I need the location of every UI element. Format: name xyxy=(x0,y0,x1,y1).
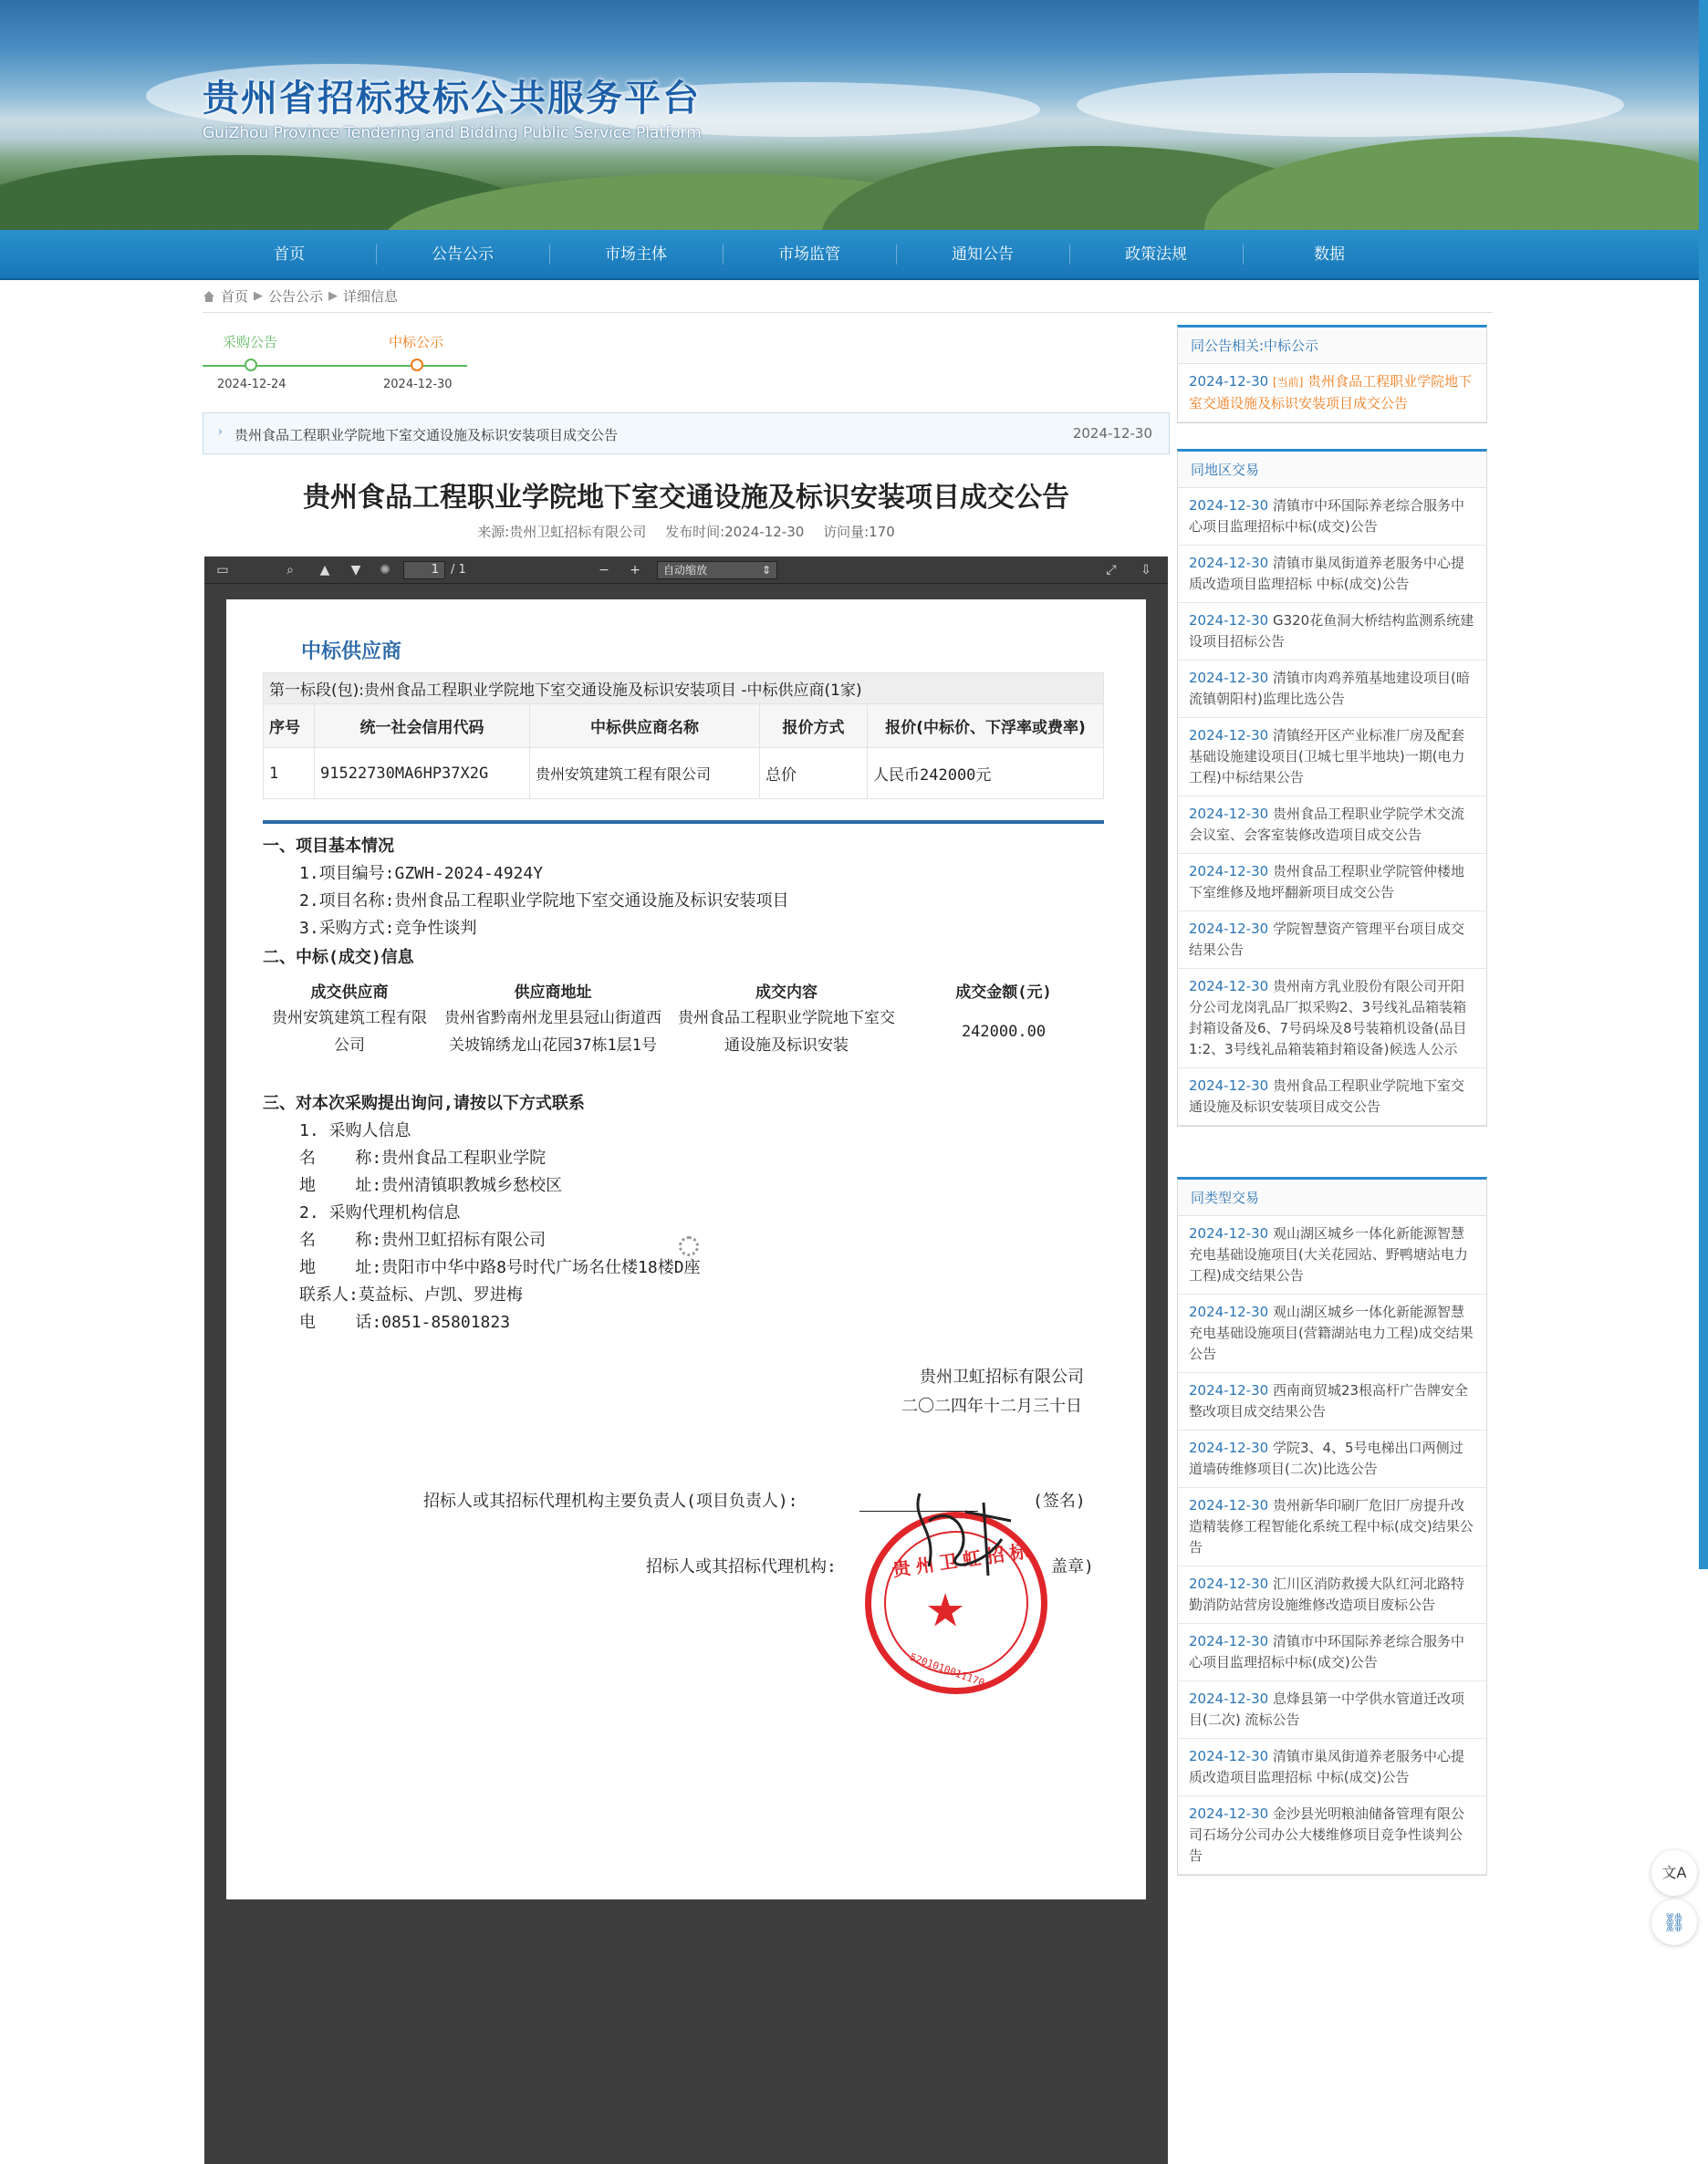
breadcrumb-home[interactable]: 首页 xyxy=(221,288,249,305)
item-date: 2024-12-30 xyxy=(1189,1691,1269,1707)
fullscreen-icon[interactable]: ⤢ xyxy=(1106,563,1117,577)
page-number-input[interactable]: 1 xyxy=(403,561,445,579)
notice-visits: 访问量:170 xyxy=(823,524,895,540)
sidebar-region-item[interactable] xyxy=(1178,488,1486,546)
item-title: 清镇市中环国际养老综合服务中心项目监理招标中标(成交)公告 xyxy=(1189,497,1464,535)
sidebar-region-item[interactable] xyxy=(1178,969,1486,1068)
sidebar-type-item[interactable] xyxy=(1178,1739,1486,1796)
timeline-dot xyxy=(245,359,257,371)
sidebar-type-item[interactable] xyxy=(1178,1373,1486,1431)
table-cell: 91522730MA6HP37X2G xyxy=(315,748,530,799)
item-title: 西南商贸城23根高杆广告牌安全整改项目成交结果公告 xyxy=(1189,1382,1469,1420)
item-date: 2024-12-30 xyxy=(1189,1077,1269,1094)
timeline-dot xyxy=(411,359,423,371)
breadcrumb xyxy=(203,286,398,306)
loading-icon: ✺ xyxy=(380,563,391,577)
winner-table-header: 中标供应商名称 xyxy=(530,704,760,748)
project-item: 1.项目编号:GZWH-2024-4924Y xyxy=(299,864,544,883)
sidebar-type-item[interactable] xyxy=(1178,1216,1486,1295)
sign-line-agency: 招标人或其招标代理机构: xyxy=(646,1557,837,1576)
sidebar-region-item[interactable] xyxy=(1178,718,1486,796)
item-date: 2024-12-30 xyxy=(1189,1805,1269,1822)
sidebar-related-title: 同公告相关:中标公示 xyxy=(1178,328,1486,364)
zoom-select[interactable] xyxy=(657,561,777,579)
section-heading: 三、对本次采购提出询问,请按以下方式联系 xyxy=(263,1094,585,1113)
item-date: 2024-12-30 xyxy=(1189,863,1269,879)
chevron-right-icon: ▶ xyxy=(254,289,264,303)
item-date: 2024-12-30 xyxy=(1189,727,1269,744)
page-total: / 1 xyxy=(451,563,466,577)
item-title: 学院智慧资产管理平台项目成交结果公告 xyxy=(1189,921,1464,958)
download-icon[interactable]: ⇩ xyxy=(1140,563,1151,577)
contact-line: 2. 采购代理机构信息 xyxy=(299,1203,461,1222)
sidebar-type-item[interactable] xyxy=(1178,1681,1486,1739)
header-banner xyxy=(0,0,1699,230)
handwritten-signature xyxy=(901,1484,1029,1585)
sidebar-region-item[interactable] xyxy=(1178,546,1486,603)
table-cell: 贵州安筑建筑工程有限公司 xyxy=(530,748,760,799)
zoom-select-value: 自动缩放 xyxy=(663,564,708,577)
table-row xyxy=(263,1004,1104,1059)
notice-bar[interactable] xyxy=(203,412,1170,454)
seal-text: 贵州卫虹招标 xyxy=(890,1539,1036,1581)
sidebar-related xyxy=(1177,325,1487,423)
contact-line: 1. 采购人信息 xyxy=(299,1121,411,1140)
sign-line-end: (签名) xyxy=(1033,1492,1086,1511)
table-cell: 贵州安筑建筑工程有限公司 xyxy=(272,1009,427,1055)
contact-line: 地 址:贵阳市中华中路8号时代广场名仕楼18楼D座 xyxy=(299,1258,701,1277)
item-title: 贵州食品工程职业学院学术交流会议室、会客室装修改造项目成交公告 xyxy=(1189,806,1464,843)
zoom-in-icon[interactable]: + xyxy=(630,563,640,577)
item-title: 金沙县光明粮油储备管理有限公司石场分公司办公大楼维修项目竞争性谈判公告 xyxy=(1189,1805,1464,1864)
item-date: 2024-12-30 xyxy=(1189,1633,1269,1649)
pdf-toolbar xyxy=(204,557,1168,584)
zoom-out-icon[interactable]: − xyxy=(599,563,609,577)
main-nav xyxy=(0,230,1699,280)
item-date: 2024-12-30 xyxy=(1189,1440,1269,1456)
item-date: 2024-12-30 xyxy=(1189,1382,1269,1399)
item-date: 2024-12-30 xyxy=(1189,806,1269,822)
sign-line-end: 盖章) xyxy=(1051,1557,1094,1576)
contact-line: 名 称:贵州食品工程职业学院 xyxy=(299,1149,547,1168)
notice-source: 来源:贵州卫虹招标有限公司 xyxy=(477,524,647,540)
sidebar-related-item[interactable] xyxy=(1178,364,1486,422)
sidebar-type-item[interactable] xyxy=(1178,1488,1486,1566)
timeline-step-date: 2024-12-30 xyxy=(383,378,453,391)
sidebar-region xyxy=(1177,449,1487,1127)
winner-table-header: 统一社会信用代码 xyxy=(315,704,530,748)
pdf-section-title: 中标供应商 xyxy=(301,640,402,663)
sidebar-type xyxy=(1177,1177,1487,1876)
deal-table-header: 供应商地址 xyxy=(514,983,592,1002)
item-date: 2024-12-30 xyxy=(1189,1497,1269,1514)
pdf-viewer[interactable] xyxy=(204,557,1168,2164)
item-date: 2024-12-30 xyxy=(1189,1748,1269,1764)
table-cell: 人民币242000元 xyxy=(868,748,1104,799)
item-title: 清镇市中环国际养老综合服务中心项目监理招标中标(成交)公告 xyxy=(1189,1633,1464,1670)
breadcrumb-announcements[interactable]: 公告公示 xyxy=(268,288,324,305)
item-date: 2024-12-30 xyxy=(1189,612,1269,629)
deal-table-header: 成交供应商 xyxy=(310,983,389,1002)
prev-page-icon[interactable]: ▲ xyxy=(319,563,330,577)
nav-home[interactable]: 首页 xyxy=(274,245,305,264)
project-item: 3.采购方式:竞争性谈判 xyxy=(299,919,477,938)
winner-table xyxy=(263,672,1104,799)
divider xyxy=(263,820,1104,824)
star-icon: ★ xyxy=(926,1567,965,1642)
process-timeline xyxy=(203,330,467,394)
search-icon[interactable]: ⌕ xyxy=(286,563,294,577)
winner-table-header: 序号 xyxy=(264,704,315,748)
item-title: 贵州南方乳业股份有限公司开阳分公司龙岗乳品厂拟采购2、3号线礼品箱装箱封箱设备及6、7号码垛及8号装箱机设备(品目1:2、3号线礼品箱装箱封箱设备)候选人公示 xyxy=(1189,978,1467,1057)
sidebar-type-item[interactable] xyxy=(1178,1624,1486,1681)
pdf-page xyxy=(226,599,1146,1899)
item-title: 观山湖区城乡一体化新能源智慧充电基础设施项目(大关花园站、野鸭塘站电力工程)成交结果公告 xyxy=(1189,1225,1468,1284)
table-cell: 总价 xyxy=(760,748,868,799)
table-row xyxy=(264,748,1104,799)
item-date: 2024-12-30 xyxy=(1189,1576,1269,1592)
page-title: 贵州食品工程职业学院地下室交通设施及标识安装项目成交公告 xyxy=(303,482,1069,514)
current-tag: [当前] xyxy=(1272,376,1304,389)
item-title: 清镇市巢凤街道养老服务中心提质改造项目监理招标 中标(成交)公告 xyxy=(1189,555,1464,592)
nav-notices[interactable]: 通知公告 xyxy=(896,230,1069,280)
item-date: 2024-12-30 xyxy=(1189,670,1269,686)
sidebar-type-title: 同类型交易 xyxy=(1178,1180,1486,1216)
sidebar-region-item[interactable] xyxy=(1178,603,1486,661)
item-date: 2024-12-30 xyxy=(1189,1225,1269,1242)
section-heading: 一、项目基本情况 xyxy=(263,837,394,856)
item-date: 2024-12-30 xyxy=(1189,373,1269,390)
sidebar-type-item[interactable] xyxy=(1178,1566,1486,1624)
item-title: 息烽县第一中学供水管道迁改项目(二次) 流标公告 xyxy=(1189,1691,1464,1728)
table-cell: 1 xyxy=(264,748,315,799)
item-date: 2024-12-30 xyxy=(1189,497,1269,514)
deal-table-header: 成交金额(元) xyxy=(955,983,1052,1002)
table-cell: 贵州食品工程职业学院地下室交通设施及标识安装 xyxy=(678,1009,895,1055)
item-title: 贵州食品工程职业学院地下室交通设施及标识安装项目成交公告 xyxy=(1189,373,1473,411)
home-icon xyxy=(203,291,215,302)
nav-market-supervision[interactable]: 市场监管 xyxy=(723,230,896,280)
sign-date: 二〇二四年十二月三十日 xyxy=(901,1397,1082,1416)
divider xyxy=(203,312,1493,313)
contact-line: 联系人:莫益标、卢凯、罗进梅 xyxy=(299,1285,523,1305)
item-title: 贵州食品工程职业学院管仲楼地下室维修及地坪翻新项目成交公告 xyxy=(1189,863,1464,900)
sidebar-region-item[interactable] xyxy=(1178,854,1486,911)
item-title: 清镇市巢凤街道养老服务中心提质改造项目监理招标 中标(成交)公告 xyxy=(1189,1748,1464,1785)
table-cell: 242000.00 xyxy=(961,1023,1047,1041)
timeline-step-label: 采购公告 xyxy=(223,334,278,350)
timeline-step-date: 2024-12-24 xyxy=(217,378,286,391)
share-icon[interactable]: ⛓ xyxy=(1651,1899,1697,1945)
item-date: 2024-12-30 xyxy=(1189,555,1269,571)
notice-bar-date: 2024-12-30 xyxy=(1072,425,1152,442)
scrollbar[interactable] xyxy=(1699,0,1708,1569)
item-date: 2024-12-30 xyxy=(1189,978,1269,994)
arrow-right-icon: › xyxy=(218,425,223,438)
item-title: 清镇市肉鸡养殖基地建设项目(暗流镇朝阳村)监理比选公告 xyxy=(1189,670,1470,707)
project-item: 2.项目名称:贵州食品工程职业学院地下室交通设施及标识安装项目 xyxy=(299,891,789,910)
site-subtitle: GuiZhou Province Tendering and Bidding Public Service Platform xyxy=(203,124,702,142)
site-title[interactable]: 贵州省招标投标公共服务平台 xyxy=(203,78,701,120)
sidebar-region-item[interactable] xyxy=(1178,1068,1486,1126)
item-title: 汇川区消防救援大队红河北路特勤消防站营房设施维修改造项目废标公告 xyxy=(1189,1576,1464,1613)
sidebar-region-item[interactable] xyxy=(1178,661,1486,718)
sidebar-type-item[interactable] xyxy=(1178,1295,1486,1373)
deal-table-header: 成交内容 xyxy=(755,983,818,1002)
sign-line-principal: 招标人或其招标代理机构主要负责人(项目负责人): xyxy=(423,1492,798,1511)
notice-publish-time: 发布时间:2024-12-30 xyxy=(665,524,805,540)
sidebar-region-item[interactable] xyxy=(1178,911,1486,969)
contact-line: 名 称:贵州卫虹招标有限公司 xyxy=(299,1231,547,1250)
signer-org: 贵州卫虹招标有限公司 xyxy=(920,1368,1084,1387)
sidebar-type-item[interactable] xyxy=(1178,1796,1486,1875)
item-title: 贵州新华印刷厂危旧厂房提升改造精装修工程智能化系统工程中标(成交)结果公告 xyxy=(1189,1497,1474,1555)
item-date: 2024-12-30 xyxy=(1189,1304,1269,1320)
loading-spinner-icon xyxy=(679,1236,699,1256)
next-page-icon[interactable]: ▼ xyxy=(350,563,361,577)
item-title: 学院3、4、5号电梯出口两侧过道墙砖维修项目(二次)比选公告 xyxy=(1189,1440,1463,1477)
sidebar-toggle-icon[interactable]: ▭ xyxy=(216,563,229,577)
nav-data[interactable]: 数据 xyxy=(1243,230,1416,280)
chevron-right-icon: ▶ xyxy=(328,289,338,303)
winner-table-header: 报价(中标价、下浮率或费率) xyxy=(868,704,1104,748)
nav-market-entities[interactable]: 市场主体 xyxy=(549,230,723,280)
nav-announcements[interactable]: 公告公示 xyxy=(376,230,549,280)
item-date: 2024-12-30 xyxy=(1189,921,1269,937)
chevron-down-icon: ⇕ xyxy=(761,564,771,577)
breadcrumb-current: 详细信息 xyxy=(343,288,399,305)
item-title: 观山湖区城乡一体化新能源智慧充电基础设施项目(营籍湖站电力工程)成交结果公告 xyxy=(1189,1304,1474,1362)
item-title: 清镇经开区产业标准厂房及配套基础设施建设项目(卫城七里半地块)一期(电力工程)中标结果公告 xyxy=(1189,727,1465,785)
item-title: 贵州食品工程职业学院地下室交通设施及标识安装项目成交公告 xyxy=(1189,1077,1464,1115)
notice-meta xyxy=(203,522,1170,541)
sidebar-type-item[interactable] xyxy=(1178,1431,1486,1488)
contact-line: 电 话:0851-85801823 xyxy=(299,1313,511,1332)
timeline-step-label: 中标公示 xyxy=(389,334,444,350)
item-title: G320花鱼洞大桥结构监测系统建设项目招标公告 xyxy=(1189,612,1474,650)
contact-line: 地 址:贵州清镇职教城乡愁校区 xyxy=(299,1176,563,1195)
notice-bar-title: 贵州食品工程职业学院地下室交通设施及标识安装项目成交公告 xyxy=(234,427,619,443)
table-cell: 贵州省黔南州龙里县冠山街道西关坡锦绣龙山花园37栋1层1号 xyxy=(444,1009,661,1055)
sidebar-region-title: 同地区交易 xyxy=(1178,452,1486,488)
sidebar-region-item[interactable] xyxy=(1178,796,1486,854)
winner-table-caption: 第一标段(包):贵州食品工程职业学院地下室交通设施及标识安装项目 -中标供应商(1家) xyxy=(264,673,1104,704)
translate-icon[interactable]: 文A xyxy=(1651,1850,1697,1896)
seal-number: 5201010011170 xyxy=(908,1650,986,1690)
section-heading: 二、中标(成交)信息 xyxy=(263,948,414,967)
nav-policies[interactable]: 政策法规 xyxy=(1069,230,1243,280)
deal-table xyxy=(263,975,1104,1059)
winner-table-header: 报价方式 xyxy=(760,704,868,748)
timeline-line xyxy=(203,365,467,367)
